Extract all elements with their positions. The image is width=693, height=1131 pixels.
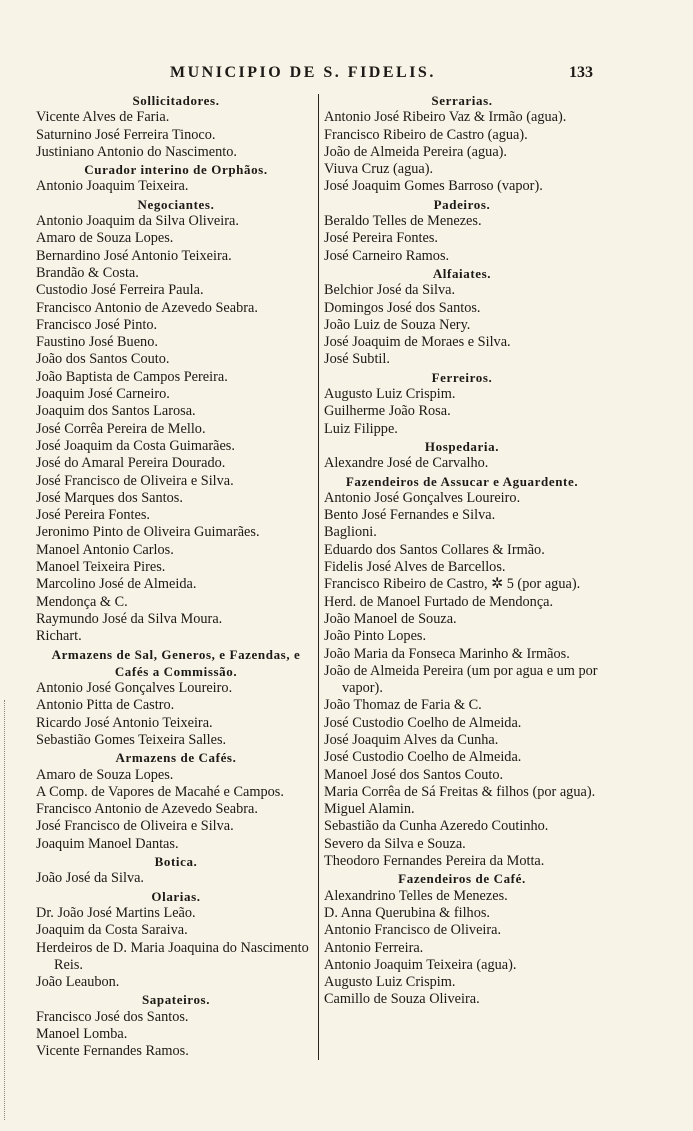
directory-entry: João Thomaz de Faria & C. [324,697,482,714]
directory-entry: Antonio Pitta de Castro. [36,697,175,714]
section-heading: Curador interino de Orphãos. [84,162,268,178]
directory-entry: Bernardino José Antonio Teixeira. [36,247,232,264]
directory-entry: Francisco Antonio de Azevedo Seabra. [36,299,258,316]
section-heading: Ferreiros. [431,369,493,385]
running-title: MUNICIPIO DE S. FIDELIS. [170,64,436,81]
directory-entry: Antonio Francisco de Oliveira. [324,922,502,939]
directory-entry: João José da Silva. [36,870,145,887]
section-heading: Fazendeiros de Assucar e Aguardente. [345,473,579,489]
directory-entry: Joaquim Manoel Dantas. [36,835,179,852]
directory-entry: Brandão & Costa. [36,264,139,281]
directory-entry: José Francisco de Oliveira e Silva. [36,472,234,489]
directory-entry: João de Almeida Pereira (agua). [324,143,508,160]
directory-entry: Amaro de Souza Lopes. [36,230,174,247]
directory-entry: Joaquim dos Santos Larosa. [36,403,196,420]
directory-entry: Francisco Ribeiro de Castro (agua). [324,126,528,143]
section-heading: Olarias. [151,888,201,904]
directory-entry: Antonio Joaquim Teixeira (agua). [324,956,517,973]
directory-entry: Francisco Ribeiro de Castro, ✲ 5 (por agua). [324,576,581,593]
directory-entry: Manoel Antonio Carlos. [36,541,174,558]
directory-entry: Jeronimo Pinto de Oliveira Guimarães. [36,524,260,541]
directory-entry: Viuva Cruz (agua). [324,161,434,178]
directory-entry: Manoel Lomba. [36,1026,128,1043]
directory-entry: Dr. João José Martins Leão. [36,904,196,921]
directory-entry: José Pereira Fontes. [324,230,438,247]
section-heading: Sollicitadores. [132,93,220,108]
directory-entry: Luiz Filippe. [324,420,398,437]
directory-entry: Domingos José dos Santos. [324,299,481,316]
directory-entry: Manoel José dos Santos Couto. [324,766,504,783]
directory-entry: Augusto Luiz Crispim. [324,974,456,991]
section-heading: Negociantes. [137,196,215,212]
directory-entry: Joaquim José Carneiro. [36,386,170,403]
directory-entry: Antonio José Ribeiro Vaz & Irmão (agua). [324,109,567,126]
page-number: 133 [569,64,593,81]
directory-entry: Ricardo José Antonio Teixeira. [36,714,213,731]
directory-entry: José Custodio Coelho de Almeida. [324,749,522,766]
left-column [36,92,316,1061]
directory-entry: Baglioni. [324,524,377,541]
directory-entry: Theodoro Fernandes Pereira da Motta. [324,853,545,870]
directory-entry: José Subtil. [324,351,390,368]
directory-entry: Bento José Fernandes e Silva. [324,507,496,524]
directory-entry: Guilherme João Rosa. [324,403,451,420]
directory-entry: Sebastião da Cunha Azeredo Coutinho. [324,818,549,835]
directory-entry: Augusto Luiz Crispim. [324,386,456,403]
directory-entry: José Carneiro Ramos. [324,247,450,264]
directory-entry: Antonio Ferreira. [324,939,424,956]
directory-entry: José Joaquim Alves da Cunha. [324,731,499,748]
directory-entry: João dos Santos Couto. [36,351,170,368]
section-heading: Fazendeiros de Café. [398,871,526,887]
directory-entry: Camillo de Souza Oliveira. [324,991,480,1008]
directory-entry: Richart. [36,628,82,645]
directory-entry: Marcolino José de Almeida. [36,576,197,593]
directory-entry: Antonio Joaquim Teixeira. [36,178,189,195]
directory-entry: Maria Corrêa de Sá Freitas & filhos (por agua). [324,783,596,800]
directory-entry: Antonio José Gonçalves Loureiro. [324,489,521,506]
directory-entry: Raymundo José da Silva Moura. [36,610,223,627]
directory-entry: Alexandre José de Carvalho. [324,455,489,472]
directory-entry: João Leaubon. [36,974,120,991]
directory-entry: José Joaquim Gomes Barroso (vapor). [324,178,543,195]
directory-entry: Joaquim da Costa Saraiva. [36,922,188,939]
section-heading: Hospedaria. [424,438,500,454]
directory-entry: João Baptista de Campos Pereira. [36,368,228,385]
page-header [0,64,693,88]
directory-entry: Saturnino José Ferreira Tinoco. [36,126,216,143]
directory-entry: Miguel Alamin. [324,801,415,818]
directory-entry: João Pinto Lopes. [324,628,427,645]
directory-entry: Vicente Fernandes Ramos. [36,1043,189,1060]
directory-entry: Francisco José dos Santos. [36,1008,189,1025]
section-heading: Sapateiros. [141,992,211,1008]
directory-entry: José Francisco de Oliveira e Silva. [36,818,234,835]
directory-entry: Faustino José Bueno. [36,334,158,351]
page-edge-mark [4,700,7,1120]
directory-entry: Amaro de Souza Lopes. [36,766,174,783]
directory-entry: Justiniano Antonio do Nascimento. [36,143,237,160]
directory-entry: Francisco José Pinto. [36,316,158,333]
right-column [324,92,600,1009]
directory-entry: José Custodio Coelho de Almeida. [324,714,522,731]
directory-entry: Alexandrino Telles de Menezes. [324,887,508,904]
directory-entry: Antonio Joaquim da Silva Oliveira. [36,213,239,230]
directory-entry: João Maria da Fonseca Marinho & Irmãos. [324,645,570,662]
directory-entry: D. Anna Querubina & filhos. [324,904,490,921]
directory-entry: José Joaquim da Costa Guimarães. [36,437,235,454]
directory-entry: Custodio José Ferreira Paula. [36,282,204,299]
directory-entry: Vicente Alves de Faria. [36,109,170,126]
directory-entry: Mendonça & C. [36,593,128,610]
column-divider [318,94,319,1060]
directory-entry: Severo da Silva e Souza. [324,835,466,852]
directory-entry: Beraldo Telles de Menezes. [324,213,482,230]
directory-entry: Fidelis José Alves de Barcellos. [324,559,506,576]
directory-entry: A Comp. de Vapores de Macahé e Campos. [36,783,284,800]
directory-entry: João de Almeida Pereira (um por agua e um por vapor). [324,662,598,697]
directory-entry: Sebastião Gomes Teixeira Salles. [36,731,227,748]
directory-entry: Francisco Antonio de Azevedo Seabra. [36,801,258,818]
directory-entry: José Marques dos Santos. [36,489,183,506]
section-heading: Armazens de Sal, Generos, e Fazendas, e Cafés a Commissão. [51,646,301,679]
directory-entry: Manoel Teixeira Pires. [36,559,166,576]
directory-entry: Herd. de Manoel Furtado de Mendonça. [324,593,554,610]
section-heading: Botica. [154,854,198,870]
section-heading: Armazens de Cafés. [115,750,237,766]
section-heading: Padeiros. [433,196,491,212]
directory-entry: Belchior José da Silva. [324,282,456,299]
directory-entry: José do Amaral Pereira Dourado. [36,455,226,472]
directory-entry: João Manoel de Souza. [324,610,457,627]
directory-entry: João Luiz de Souza Nery. [324,316,471,333]
section-heading: Alfaiates. [432,265,492,281]
directory-entry: Herdeiros de D. Maria Joaquina do Nascimento Reis. [36,939,309,973]
directory-entry: José Joaquim de Moraes e Silva. [324,334,511,351]
directory-entry: José Corrêa Pereira de Mello. [36,420,206,437]
directory-entry: Eduardo dos Santos Collares & Irmão. [324,541,545,558]
directory-entry: Antonio José Gonçalves Loureiro. [36,680,233,697]
directory-entry: José Pereira Fontes. [36,507,150,524]
section-heading: Serrarias. [431,93,493,108]
